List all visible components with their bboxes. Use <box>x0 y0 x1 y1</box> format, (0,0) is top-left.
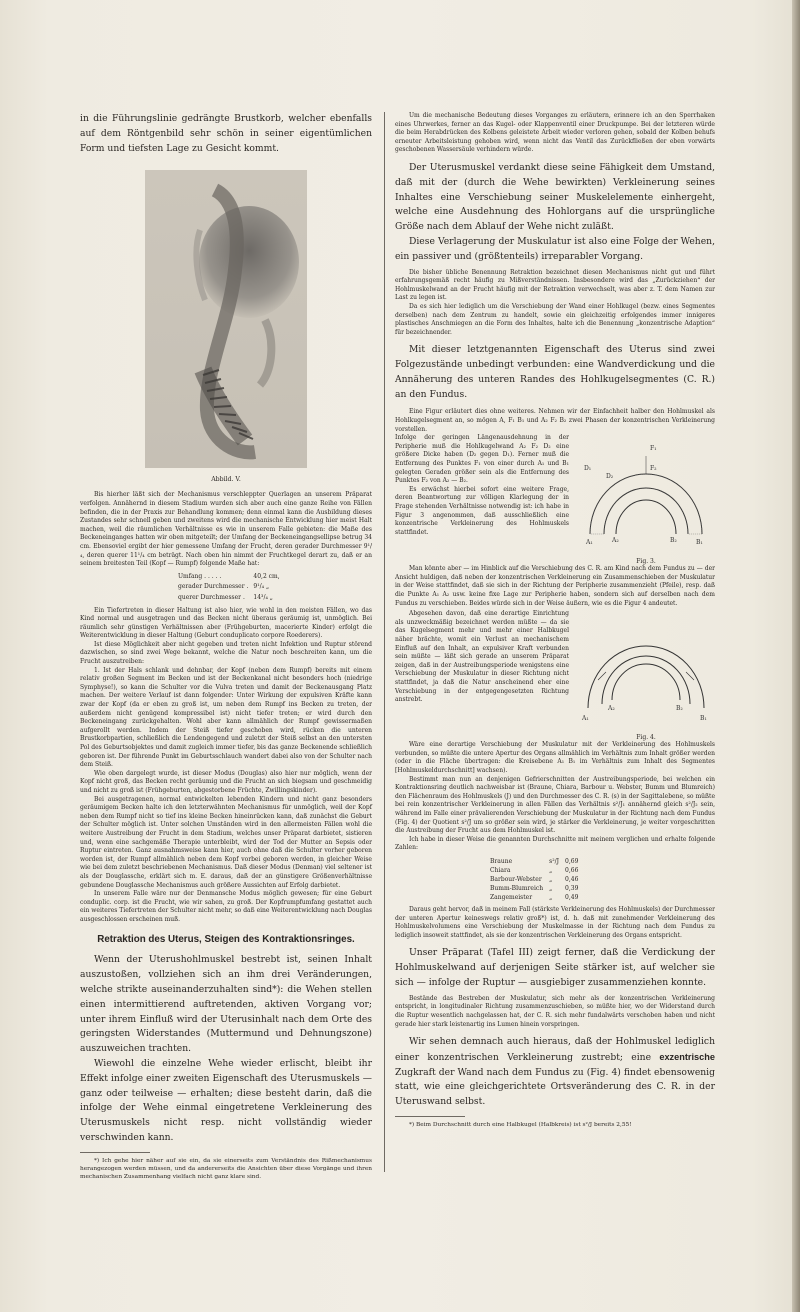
text-run: Wir sehen demnach auch hieraus, daß der Hohlmuskel lediglich einer konzentrischen Verkleinerung zustrebt; eine <box>395 1036 715 1063</box>
emphasis-exzentrische: exzentrische <box>659 1051 715 1062</box>
paragraph: Wäre eine derartige Verschiebung der Muskulatur mit der Verkleinerung des Hohlmuskels verbunden, so müßte die untere Apertur des Organs allmählich im Verhältnis zum Inhalt größer werden (oder in die Fläche übertragen: die Kreisebene A₁ B₁ im Verhältnis zum Inhalt des Segmentes [Hohlmuskeldurchschnitt] wachsen). <box>395 741 715 775</box>
fig3-label-f1: F₁ <box>650 445 657 453</box>
footnote-rule <box>80 1152 150 1153</box>
footnote: *) Beim Durchschnitt durch eine Halbkugel (Halbkreis) ist s²/J bereits 2,55! <box>409 1122 632 1129</box>
fig3-label-f2: F₂ <box>650 465 657 473</box>
fig3-label-d2: D₂ <box>606 473 614 481</box>
measurements-table <box>176 571 285 605</box>
paragraph: Wie oben dargelegt wurde, ist dieser Modus (Douglas) also hier nur möglich, wenn der Kopf nicht groß, das Becken recht geräumig und die Frucht an sich biegsam und geschmeidig und nicht zu groß ist (Frühgeburten, abgestorbene Früchte, Zwillingskinder). <box>80 769 372 794</box>
intro-paragraph: in die Führungslinie gedrängte Brustkorb, welcher ebenfalls auf dem Röntgenbild sehr schön in seiner eigentümlichen Form und tiefsten Lage zu Gesicht kommt. <box>80 113 372 154</box>
ratio-name: Braune <box>490 857 513 865</box>
figure-3-text <box>395 434 569 565</box>
xray-image <box>145 170 307 468</box>
figure-4-block <box>395 610 715 741</box>
footnote: *) Ich gehe hier näher auf sie ein, da sie einerseits zum Verständnis des Rißmechanismus herangezogen werden müssen, und da andererseits die Ansichten über diese Vorgänge und ihren mechanischen Zusammenhang vielfach nicht ganz klare sind. <box>80 1157 372 1180</box>
paragraph: Daraus geht hervor, daß in meinem Fall (stärkste Verkleinerung des Hohlmuskels) der Durchmesser der unteren Apertur keineswegs relativ groß*) ist, d. h. daß mit zunehmender Verkleinerung des Hohlmuskelvolumens eine Verschiebung der Muskelmasse in der Richtung nach dem Fundus zu lediglich insoweit stattfindet, als sie der konzentrischen Verkleinerung des Organs entspricht. <box>395 905 715 939</box>
ratio-row <box>490 866 584 875</box>
paragraph: Bestände das Bestreben der Muskulatur, sich mehr als der konzentrischen Verkleinerung entspricht, in longitudinaler Richtung zusammenzuschieben, so müßte hier, wo der Widerstand durch die Ruptur wesentlich nachgelassen hat, der C. R. sich mehr fundalwärts verschoben haben und nicht gerade hier stark leistenartig ins Lumen hinein vorspringen. <box>395 994 715 1028</box>
paragraph <box>395 1035 715 1110</box>
paragraph: Ich habe in dieser Weise die genannten Durchschnitte mit meinem verglichen und erhalte folgende Zahlen: <box>395 835 715 852</box>
paragraph: Abgesehen davon, daß eine derartige Einrichtung als unzweckmäßig bezeichnet werden müßte — da sie das Kugelsegment mehr und mehr einer Halbkugel näher brächte, womit ein Verlust an mechanischem Einfluß auf den Inhalt, an expulsiver Kraft verbunden sein müßte — läßt sich gerade an unserem Präparat zeigen, daß in der Austreibungsperiode wenigstens eine Verschiebung der Muskulatur in dieser Richtung nicht stattfindet, ja daß die Natur anscheinend eher eine Verschiebung in der entgegengesetzten Richtung anstrebt. <box>395 610 569 704</box>
measurement-label: Umfang . . . . . <box>178 572 222 580</box>
ratio-value: 0,69 <box>565 857 579 865</box>
page-edge <box>792 0 800 1312</box>
ratio-fraction: s²/J <box>549 857 560 865</box>
paragraph: Bestimmt man nun an denjenigen Gefrierschnitten der Austreibungsperiode, bei welchen ein Kontraktionsring deutlich nachweisbar ist (Braune, Chiara, Barbour u. Webster, Bumm und Blumreich) den Flächenraum des Hohlmuskels (J) und den Durchmesser des C. R. (s) in der Sagittalebene, so müßte bei rein konzentrischer Verkleinerung in allen Fällen das Verhältnis s²/J₁ annähernd gleich s²/J₂ sein, während im Falle einer prävalierenden Verschiebung der Muskulatur in der Richtung nach dem Fundus (Fig. 4) der Quotient s²/J um so größer sein wird, je stärker die Verkleinerung, je weiter vorgeschritten die Austreibung der Frucht aus dem Hohlmuskel ist. <box>395 775 715 835</box>
paragraph: Diese Verlagerung der Muskulatur ist also eine Folge der Wehen, ein passiver und (größtenteils) irreparabler Vorgang. <box>395 235 715 262</box>
ratio-name: Chiara <box>490 866 511 874</box>
ratio-table <box>490 857 584 902</box>
fig3-label-a2: A₂ <box>612 537 619 545</box>
ratio-value: 0,49 <box>565 893 579 901</box>
paragraph: 1. Ist der Hals schlank und dehnbar, der Kopf (neben dem Rumpf) bereits mit einem relativ großen Segment im Becken und ist der Beckenkanal nicht besonders hoch (niedrige Symphyse!), so kann die Schulter vor die Vulva treten und damit der Beckenausgang Platz machen. Der weitere Verlauf ist dann folgender: Unter Wirkung der expulsiven Kräfte kann zwar der Kopf (da er eben zu groß ist, um neben dem Rumpf ins Becken zu treten, der außerdem nicht genügend kompressibel ist) nicht tiefer treten; er wird durch den Beckeneingang zurückgehalten. Wohl aber kann allmählich der Rumpf gewissermaßen aufgerollt werden. Indem der Steiß tiefer geschoben wird, rücken die unteren Brustkorbpartien, schließlich die Lendengegend und zuletzt der Steiß selbst an den untersten Pol des Geburtsobjektes und damit zugleich immer tiefer, bis das ganze Beckenende schließlich geboren ist. Der führende Punkt im Geburtsschlauch wandert dabei also von der Schulter nach dem Steiß. <box>80 666 372 769</box>
figure-3-caption: Fig. 3. <box>636 558 656 566</box>
ratio-name: Zangemeister <box>490 893 533 901</box>
measurement-row <box>178 573 283 582</box>
fig3-label-a1: A₁ <box>586 539 593 547</box>
paragraph: Die bisher übliche Benennung Retraktion bezeichnet diesen Mechanismus nicht gut und führt erfahrungsgemäß recht häufig zu Mißverständnissen. Insbesondere wird das „Zurückziehen“ der Hohlmuskelwand an der Frucht häufig mit der Retraktion verwechselt, was aber z. T. dem Namen zur Last zu legen ist. <box>395 268 715 302</box>
fig3-label-b2: B₂ <box>670 537 677 545</box>
ratio-row <box>490 884 584 893</box>
ratio-row <box>490 857 584 866</box>
paragraph: Wiewohl die einzelne Wehe wieder erlischt, bleibt ihr Effekt infolge einer zweiten Eigenschaft des Uterusmuskels — ganz oder teilweise — erhalten; diese besteht darin, daß die infolge der Wehe einmal eingetretene Verkleinerung des Uterusmuskels nicht resp. nicht vollständig wieder verschwinden kann. <box>80 1058 372 1144</box>
paragraph: Ist diese Möglichkeit aber nicht gegeben und treten nicht Infektion und Ruptur störend dazwischen, so sind zwei Wege bekannt, welche die Natur noch beschreiten kann, um die Frucht auszutreiben: <box>80 640 372 666</box>
fig3-label-b1: B₁ <box>696 539 703 547</box>
ratio-value: 0,46 <box>565 875 579 883</box>
figure-4-caption: Fig. 4. <box>636 734 656 742</box>
ratio-row <box>490 893 584 902</box>
figure-3 <box>577 434 715 565</box>
ratio-name: Barbour-Webster <box>490 875 542 883</box>
ratio-fraction: „ <box>549 893 553 901</box>
measurement-row <box>178 583 283 592</box>
paragraph: Der Uterusmuskel verdankt diese seine Fähigkeit dem Umstand, daß mit der (durch die Wehe bewirkten) Verkleinerung seines Inhaltes eine Verschiebung seiner Muskelelemente einhergeht, welche eine Ausdehnung des Hohlorgans auf die ursprüngliche Größe nach dem Ablauf der Wehe nicht zuläßt. <box>395 161 715 233</box>
paragraph: Unser Präparat (Tafel III) zeigt ferner, daß die Verdickung der Hohlmuskelwand auf derjenigen Seite stärker ist, auf welcher sie sich — infolge der Ruptur — ausgiebiger zusammenziehen konnte. <box>395 947 715 988</box>
fig3-label-d1: D₁ <box>584 465 592 473</box>
paragraph: Eine Figur erläutert dies ohne weiteres. Nehmen wir der Einfachheit halber den Hohlmuskel als Hohlkugelsegment an, so mögen A, F₁ B₁ und A₂ F₂ B₂ zwei Phasen der konzentrischen Verkleinerung vorstellen. <box>395 408 715 433</box>
fig4-label-b2: B₂ <box>676 705 683 713</box>
column-divider <box>384 112 385 1172</box>
paragraph: Um die mechanische Bedeutung dieses Vorganges zu erläutern, erinnere ich an den Sperrhaken eines Uhrwerkes, ferner an das Kugel- oder Klappenventil einer Druckpumpe. Bei der letzteren würde die beim Herabdrücken des Kolbens geleistete Arbeit wieder verloren gehen, sobald der Kolben behufs erneuter Arbeitsleistung gehoben wird, wenn nicht das Ventil das Zurückfließen der eben vorwärts geschobenen Wassersäule verhindern würde. <box>395 112 715 154</box>
figure-3-block <box>395 434 715 565</box>
text-run: Zugkraft der Wand nach dem Fundus zu (Fig. 4) findet ebensowenig statt, wie eine gleichgerichtete Ortsveränderung des C. R. in der Uteruswand selbst. <box>395 1066 715 1108</box>
paragraph: In unserem Falle wäre nur der Denmansche Modus möglich gewesen; für eine Geburt conduplic. corp. ist die Frucht, wie wir sahen, zu groß. Der Kopfrumpfumfang gestattet auch ein weiteres Tiefertreten der Schulter nicht mehr, so daß eine Weiterentwicklung nach Douglas ausgeschlossen erscheinen muß. <box>80 890 372 923</box>
figure-4-text <box>395 610 569 741</box>
xray-figure <box>145 170 307 468</box>
ratio-value: 0,39 <box>565 884 579 892</box>
fig4-label-a1: A₁ <box>582 715 589 723</box>
ratio-value: 0,66 <box>565 866 579 874</box>
measurement-row <box>178 594 283 603</box>
paragraph: Bis hierher läßt sich der Mechanismus verschleppter Querlagen an unserem Präparat verfolgen. Annähernd in diesem Stadium wurden sich aber auch eine ganze Reihe von Fällen befinden, die in der Praxis zur Behandlung kommen; denn einmal kann die Ausbildung dieses Zustandes sehr schnell geben und zweitens wird die mechanische Entwicklung hier meist Halt machen, weil die räumlichen Verhältnisse es wie in unserem Falle gebieten: die Maße des Beckeneinganges hatten wir oben mitgeteilt; der Umfang der Beckeneingangsellipse betrug 34 cm. Ebensoviel ergibt der hier gemessene Umfang der Frucht, deren gerader Durchmesser 9¹/₄, deren querer 11¹/₄ cm beträgt. Nach oben hin nimmt der Fruchtkegel derart zu, daß er an seinem breitesten Teil (Kopf — Rumpf) folgende Maße hat: <box>80 491 372 568</box>
ratio-fraction: „ <box>549 884 553 892</box>
paragraph: Ein Tiefertreten in dieser Haltung ist also hier, wie wohl in den meisten Fällen, wo das Kind normal und ausgetragen und das Becken nicht überaus geräumig ist, unmöglich. Bei räumlich sehr günstigen Verhältnissen aber (Frühgeburten, macerierte Kinder) erfolgt die Weiterentwicklung in dieser Haltung (Geburt conduplicato corpore Roederers). <box>80 606 372 640</box>
measurement-label: querer Durchmesser . <box>178 593 245 601</box>
paragraph: Bei ausgetragenen, normal entwickelten lebenden Kindern und nicht ganz besonders geräumigem Becken halte ich den letzterwähnten Mechanismus für unmöglich, weil der Kopf neben dem Rumpf nicht so tief ins kleine Becken hineinrücken kann, daß zunächst die Geburt der Schulter möglich ist. Unter solchen Umständen wird in den allermeisten Fällen wohl die weitere Austreibung der Frucht in dem Stadium, welches unser Präparat darbietet, sistieren und, wenn eine sachgemäße Therapie unterbleibt, wird der Tod der Mutter an Sepsis oder Ruptur eintreten. Ganz ausnahmsweise kann hier, auch ohne daß die Schulter vorher geboren worden ist, der Rumpf allmählich neben dem Kopf vorbei geboren werden, in gleicher Weise wie bei dem zuletzt beschriebenen Mechanismus. Daß dieser Modus (Denman) viel seltener ist als der Douglassche, erklärt sich m. E. daraus, daß der an günstigere Größenverhältnisse gebundene Douglassche Mechanismus auch größere Aussichten auf Erfolg darbietet. <box>80 795 372 889</box>
right-column <box>395 112 715 1129</box>
ratio-row <box>490 875 584 884</box>
paragraph: Es erwächst hierbei sofort eine weitere Frage, deren Beantwortung zur völligen Klarlegung der in Frage stehenden Verhältnisse notwendig ist: ich habe in Figur 3 angenommen, daß ausschließlich eine konzentrische Verkleinerung des Hohlmuskels stattfindet. <box>395 485 569 536</box>
section-heading: Retraktion des Uterus, Steigen des Kontraktionsringes. <box>97 934 355 946</box>
paragraph: Da es sich hier lediglich um die Verschiebung der Wand einer Hohlkugel (bezw. eines Segmentes derselben) nach dem Zentrum zu handelt, sowie ein gleichzeitig erfolgendes immer innigeres plastisches Anschmiegen an die Form des Inhaltes, halte ich die Benennung „konzentrische Adaption“ für bezeichnender. <box>395 302 715 336</box>
measurement-label: gerader Durchmesser . <box>178 583 249 591</box>
figure-4 <box>577 610 715 741</box>
paragraph: Mit dieser letztgenannten Eigenschaft des Uterus sind zwei Folgezustände unbedingt verbunden: eine Wandverdickung und die Annäherung des unteren Randes des Hohlkugelsegmentes (C. R.) an den Fundus. <box>395 344 715 400</box>
ratio-name: Bumm-Blumreich <box>490 884 544 892</box>
measurement-value: 14³/₄ „ <box>253 593 273 601</box>
paragraph: Man könnte aber — im Hinblick auf die Verschiebung des C. R. am Kind nach dem Fundus zu — der Ansicht huldigen, daß neben der konzentrischen Verkleinerung ein Zusammenschieben der Muskulatur in der Weise stattfindet, daß sie sich in der Richtung der Peripherie zusammenzieht (Pfeile), resp. daß die Punkte A₁ A₂ usw. keine fixe Lage zur Peripherie haben, sondern sich auf derselben nach dem Fundus zu verschieben. Beides würde sich in der Weise äußern, wie es die Figur 4 andeutet. <box>395 565 715 607</box>
left-column <box>80 112 372 1181</box>
ratio-fraction: „ <box>549 875 553 883</box>
figure-3-diagram <box>578 434 714 554</box>
ratio-fraction: „ <box>549 866 553 874</box>
fig4-label-b1: B₁ <box>700 715 707 723</box>
figure-caption: Abbild. V. <box>211 476 241 484</box>
paragraph: Wenn der Uterushohlmuskel bestrebt ist, seinen Inhalt auszustoßen, vollziehen sich an ihm drei Veränderungen, welche strikte auseinanderzuhalten sind*): die Wehen stellen einen intermittierend auftretenden, aktiven Vorgang vor; unter ihrem Einfluß wird der Uterusinhalt nach dem Orte des geringsten Widerstandes (Muttermund und Dehnungszone) auszuweichen trachten. <box>80 954 372 1055</box>
paragraph: Infolge der geringen Längenausdehnung in der Peripherie muß die Hohlkugelwand A₂ F₂ D₂ eine größere Dicke haben (D₂ gegen D₁). Ferner muß die Entfernung des Punktes F₁ von einer durch A₁ und B₁ gelegten Geraden größer sein als die Entfernung des Punktes F₂ von A₂ — B₂. <box>395 434 569 485</box>
measurement-value: 9¹/₄ „ <box>253 583 270 591</box>
measurement-value: 40,2 cm, <box>253 572 280 580</box>
fig4-label-a2: A₂ <box>608 705 615 713</box>
figure-4-diagram <box>578 610 714 730</box>
footnote-rule <box>395 1116 465 1117</box>
